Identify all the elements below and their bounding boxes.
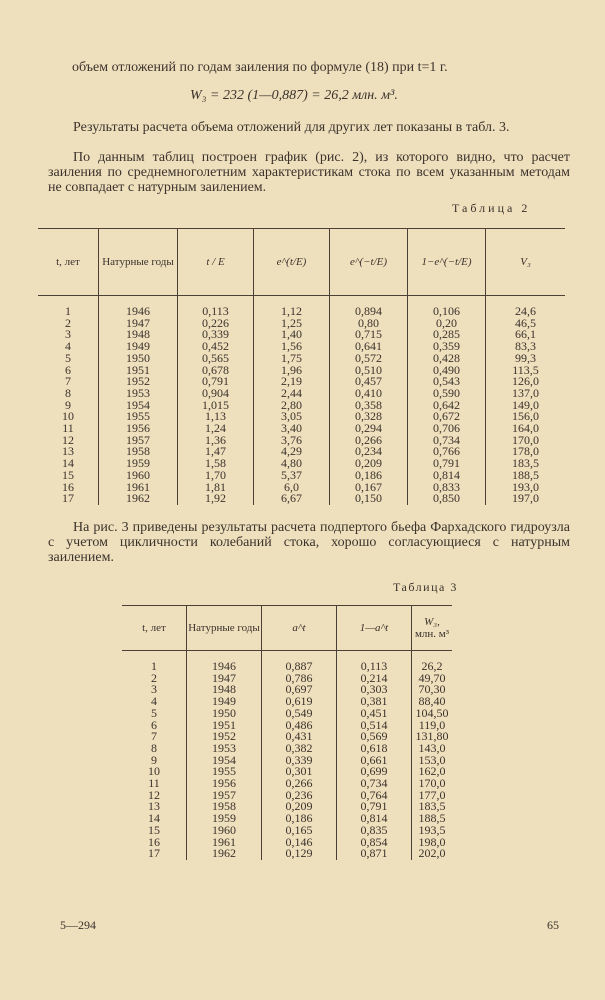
table-cell: 1948 <box>99 329 178 341</box>
table-cell: 0,266 <box>330 435 408 447</box>
header-w3 <box>412 606 453 651</box>
table-cell: 1952 <box>99 376 178 388</box>
table-cell: 1962 <box>99 493 178 505</box>
table-cell: 1959 <box>99 458 178 470</box>
table-cell: 0,209 <box>262 801 337 813</box>
table-cell: 11 <box>148 776 160 791</box>
table-cell: 126,0 <box>486 376 566 388</box>
table-cell: 14 <box>62 456 74 471</box>
table2-header-row <box>38 229 565 296</box>
table-cell: 113,5 <box>486 365 566 377</box>
table-cell: 3,05 <box>254 411 330 423</box>
table-cell: 1,13 <box>178 411 254 423</box>
table-cell: 0,814 <box>337 813 412 825</box>
table-cell: 16 <box>62 479 74 494</box>
table-cell: 188,5 <box>486 470 566 482</box>
table-cell: 193,5 <box>412 825 453 837</box>
signature-mark: 5—294 <box>60 918 96 932</box>
table-cell: 198,0 <box>412 837 453 849</box>
header-one-minus-exp <box>408 229 486 296</box>
table-cell: 1947 <box>99 318 178 330</box>
table-cell: 0,452 <box>178 341 254 353</box>
table-cell: 17 <box>62 491 74 506</box>
table-cell: 0,510 <box>330 365 408 377</box>
table-cell: 3 <box>151 682 157 697</box>
table-cell: 0,904 <box>178 388 254 400</box>
table-cell: 6 <box>151 717 157 732</box>
header-one-minus-exp-text: 1−e^(−t/E) <box>421 256 472 268</box>
table-cell: 0,791 <box>408 458 486 470</box>
table-cell: 1,015 <box>178 400 254 412</box>
table-cell: 0,234 <box>330 446 408 458</box>
table-cell: 1947 <box>187 673 262 685</box>
table-cell: 0,209 <box>330 458 408 470</box>
table-cell: 0,672 <box>408 411 486 423</box>
table-cell: 0,328 <box>330 411 408 423</box>
table-cell: 177,0 <box>412 790 453 802</box>
table-cell: 0,146 <box>262 837 337 849</box>
table-cell: 1949 <box>187 696 262 708</box>
table-cell: 1,96 <box>254 365 330 377</box>
table-cell: 137,0 <box>486 388 566 400</box>
table-cell: 16 <box>148 834 160 849</box>
table-cell: 1,47 <box>178 446 254 458</box>
table-cell: 0,766 <box>408 446 486 458</box>
table-cell: 9 <box>151 752 157 767</box>
table-cell: 0,428 <box>408 353 486 365</box>
table-cell: 0,543 <box>408 376 486 388</box>
table-cell: 0,764 <box>337 790 412 802</box>
header-exp-neg-t-e <box>330 229 408 296</box>
table-cell: 13 <box>148 799 160 814</box>
table-3 <box>122 605 452 860</box>
table-cell: 1957 <box>99 435 178 447</box>
table-cell: 1950 <box>99 353 178 365</box>
table-cell: 0,814 <box>408 470 486 482</box>
table-cell: 26,2 <box>412 651 453 673</box>
table-cell: 153,0 <box>412 755 453 767</box>
table-cell: 0,642 <box>408 400 486 412</box>
table-cell: 1959 <box>187 813 262 825</box>
table-cell: 162,0 <box>412 766 453 778</box>
table-cell: 4,80 <box>254 458 330 470</box>
table-cell: 1951 <box>99 365 178 377</box>
table-cell: 0,457 <box>330 376 408 388</box>
table-cell: 1950 <box>187 708 262 720</box>
table-cell: 46,5 <box>486 318 566 330</box>
table-cell: 1958 <box>99 446 178 458</box>
table-cell: 0,382 <box>262 743 337 755</box>
table-cell: 1948 <box>187 684 262 696</box>
table-cell: 88,40 <box>412 696 453 708</box>
table-cell: 0,486 <box>262 720 337 732</box>
table-cell: 1957 <box>187 790 262 802</box>
header-years: Натурные годы <box>187 606 262 651</box>
table-cell: 0,641 <box>330 341 408 353</box>
table-cell: 1,58 <box>178 458 254 470</box>
table-cell: 202,0 <box>412 848 453 860</box>
table-cell: 0,266 <box>262 778 337 790</box>
header-exp-t-e-text: e^(t/E) <box>276 256 307 268</box>
table-cell: 0,339 <box>178 329 254 341</box>
table-cell: 99,3 <box>486 353 566 365</box>
header-v3: V₃ <box>486 229 566 296</box>
table-cell: 66,1 <box>486 329 566 341</box>
table-cell: 1955 <box>187 766 262 778</box>
table-cell: 0,80 <box>330 318 408 330</box>
table-cell: 0,549 <box>262 708 337 720</box>
table-cell: 143,0 <box>412 743 453 755</box>
table-cell: 0,410 <box>330 388 408 400</box>
table-cell: 0,590 <box>408 388 486 400</box>
table-cell: 0,113 <box>178 296 254 318</box>
header-t: t, лет <box>56 256 80 268</box>
table-cell: 0,699 <box>337 766 412 778</box>
table-row <box>122 848 452 860</box>
table-cell: 1954 <box>99 400 178 412</box>
table-cell: 0,294 <box>330 423 408 435</box>
table-cell: 2,19 <box>254 376 330 388</box>
paragraph-results: Результаты расчета объема отложений для других лет показаны в табл. 3. <box>73 120 510 135</box>
table-cell: 6 <box>65 362 71 377</box>
table-cell: 1961 <box>99 482 178 494</box>
table-cell: 5 <box>151 705 157 720</box>
table-cell: 7 <box>151 729 157 744</box>
table-cell: 0,678 <box>178 365 254 377</box>
table-cell: 0,339 <box>262 755 337 767</box>
table-cell: 15 <box>148 822 160 837</box>
table-cell: 1,92 <box>178 493 254 505</box>
table-cell: 1,56 <box>254 341 330 353</box>
table-cell: 3 <box>65 327 71 342</box>
header-a-t <box>262 606 337 651</box>
table-cell: 1 <box>151 659 157 673</box>
table-cell: 0,186 <box>330 470 408 482</box>
table-cell: 0,359 <box>408 341 486 353</box>
table-cell: 0,150 <box>330 493 408 505</box>
table-cell: 2 <box>65 315 71 330</box>
text-line-formula-intro: объем отложений по годам заиления по формуле (18) при t=1 г. <box>72 60 448 75</box>
table-cell: 193,0 <box>486 482 566 494</box>
table-cell: 0,214 <box>337 673 412 685</box>
table-cell: 1952 <box>187 731 262 743</box>
table-cell: 11 <box>62 421 74 436</box>
table-cell: 10 <box>62 409 74 424</box>
table-cell: 4 <box>151 694 157 709</box>
formula-w3: W₃ = 232 (1—0,887) = 26,2 млн. м³. <box>190 88 398 103</box>
table-cell: 178,0 <box>486 446 566 458</box>
table-cell: 1955 <box>99 411 178 423</box>
table-cell: 0,20 <box>408 318 486 330</box>
table-cell: 1,36 <box>178 435 254 447</box>
table-cell: 1,12 <box>254 296 330 318</box>
table-cell: 197,0 <box>486 493 566 505</box>
table-cell: 7 <box>65 374 71 389</box>
table-row <box>38 296 565 318</box>
header-exp-t-e <box>254 229 330 296</box>
table-cell: 0,619 <box>262 696 337 708</box>
table-cell: 1,75 <box>254 353 330 365</box>
table-cell: 0,835 <box>337 825 412 837</box>
table-cell: 0,661 <box>337 755 412 767</box>
header-w3-unit: млн. м³ <box>414 628 450 640</box>
table-cell: 5 <box>65 350 71 365</box>
table-cell: 5,37 <box>254 470 330 482</box>
table-cell: 1960 <box>99 470 178 482</box>
table-cell: 131,80 <box>412 731 453 743</box>
table-cell: 0,381 <box>337 696 412 708</box>
table-cell: 0,734 <box>337 778 412 790</box>
table-cell: 1946 <box>99 296 178 318</box>
table-cell: 1962 <box>187 848 262 860</box>
table-cell: 156,0 <box>486 411 566 423</box>
table-cell: 0,887 <box>262 651 337 673</box>
table-cell: 0,226 <box>178 318 254 330</box>
table-cell: 6,0 <box>254 482 330 494</box>
table-cell: 1954 <box>187 755 262 767</box>
table-cell: 13 <box>62 444 74 459</box>
header-a-t-text: a^t <box>292 622 306 634</box>
table-cell: 164,0 <box>486 423 566 435</box>
table-cell: 12 <box>148 787 160 802</box>
table-cell: 0,715 <box>330 329 408 341</box>
table-cell: 0,706 <box>408 423 486 435</box>
table2-caption: Таблица 2 <box>452 201 531 215</box>
paragraph-fig3: На рис. 3 приведены результаты расчета подпертого бьефа Фархадского гидроузла с учетом цикличности колебаний стока, хорошо согласующиеся с натурным заилением. <box>48 520 570 565</box>
table-cell: 1,40 <box>254 329 330 341</box>
table-row <box>38 493 565 505</box>
table-cell: 170,0 <box>412 778 453 790</box>
table-cell: 1958 <box>187 801 262 813</box>
header-t-over-e-text: t / E <box>206 256 225 268</box>
table-cell: 15 <box>62 467 74 482</box>
header-years: Натурные годы <box>99 229 178 296</box>
table-2 <box>38 228 565 505</box>
table-cell: 2,80 <box>254 400 330 412</box>
table-cell: 17 <box>148 846 160 861</box>
table-cell: 1951 <box>187 720 262 732</box>
table-cell: 0,186 <box>262 813 337 825</box>
table-cell: 0,358 <box>330 400 408 412</box>
table-cell: 183,5 <box>486 458 566 470</box>
table-cell: 0,106 <box>408 296 486 318</box>
table-cell: 0,113 <box>337 651 412 673</box>
table-cell: 0,285 <box>408 329 486 341</box>
table-cell: 0,734 <box>408 435 486 447</box>
table-cell: 14 <box>148 811 160 826</box>
table-cell: 0,165 <box>262 825 337 837</box>
table-cell: 0,490 <box>408 365 486 377</box>
table-cell: 1956 <box>99 423 178 435</box>
table-cell: 10 <box>148 764 160 779</box>
table3-caption: Таблица 3 <box>393 580 458 594</box>
table-cell: 2,44 <box>254 388 330 400</box>
table-cell: 188,5 <box>412 813 453 825</box>
table-cell: 0,569 <box>337 731 412 743</box>
table-cell: 0,565 <box>178 353 254 365</box>
table-cell: 4 <box>65 339 71 354</box>
table-cell: 104,50 <box>412 708 453 720</box>
header-exp-neg-t-e-text: e^(−t/E) <box>349 256 388 268</box>
table-cell: 1961 <box>187 837 262 849</box>
table-cell: 1953 <box>187 743 262 755</box>
table3-body <box>122 651 452 860</box>
table-cell: 0,301 <box>262 766 337 778</box>
table-cell: 119,0 <box>412 720 453 732</box>
table-cell: 0,236 <box>262 790 337 802</box>
table-cell: 1,70 <box>178 470 254 482</box>
table-cell: 1960 <box>187 825 262 837</box>
table-cell: 0,129 <box>262 848 337 860</box>
table2-body <box>38 296 565 505</box>
table-cell: 24,6 <box>486 296 566 318</box>
table-cell: 0,791 <box>178 376 254 388</box>
table-cell: 0,833 <box>408 482 486 494</box>
table-cell: 0,451 <box>337 708 412 720</box>
table-cell: 8 <box>151 740 157 755</box>
table3-header-row <box>122 606 452 651</box>
table-cell: 0,303 <box>337 684 412 696</box>
table-cell: 0,167 <box>330 482 408 494</box>
paragraph-graph: По данным таблиц построен график (рис. 2), из которого видно, что расчет заиления по среднемноголетним характеристикам стока по всем указанным методам не совпадает с натурным заилением. <box>48 150 570 195</box>
table-cell: 6,67 <box>254 493 330 505</box>
header-one-minus-a-t-text: 1—a^t <box>359 622 389 634</box>
table-cell: 1,81 <box>178 482 254 494</box>
table-cell: 0,850 <box>408 493 486 505</box>
table-cell: 0,431 <box>262 731 337 743</box>
table-cell: 0,514 <box>337 720 412 732</box>
table-cell: 8 <box>65 385 71 400</box>
table-cell: 4,29 <box>254 446 330 458</box>
table-cell: 1949 <box>99 341 178 353</box>
table-cell: 2 <box>151 670 157 685</box>
table-cell: 1 <box>65 304 71 318</box>
header-one-minus-a-t <box>337 606 412 651</box>
table-cell: 170,0 <box>486 435 566 447</box>
table-cell: 1,25 <box>254 318 330 330</box>
table-cell: 183,5 <box>412 801 453 813</box>
table-cell: 0,697 <box>262 684 337 696</box>
table-cell: 0,791 <box>337 801 412 813</box>
table-row <box>122 651 452 673</box>
table-cell: 12 <box>62 432 74 447</box>
table-cell: 0,871 <box>337 848 412 860</box>
header-t-over-e <box>178 229 254 296</box>
table-cell: 0,854 <box>337 837 412 849</box>
table-cell: 9 <box>65 397 71 412</box>
table-cell: 3,40 <box>254 423 330 435</box>
table-cell: 149,0 <box>486 400 566 412</box>
header-t: t, лет <box>142 622 166 634</box>
table-cell: 49,70 <box>412 673 453 685</box>
table-row <box>38 470 565 482</box>
table-cell: 1956 <box>187 778 262 790</box>
header-w3-symbol: W₃, <box>424 616 440 628</box>
table-cell: 1953 <box>99 388 178 400</box>
table-cell: 0,572 <box>330 353 408 365</box>
table-cell: 3,76 <box>254 435 330 447</box>
table-cell: 83,3 <box>486 341 566 353</box>
table-cell: 0,894 <box>330 296 408 318</box>
table-cell: 70,30 <box>412 684 453 696</box>
page-number: 65 <box>547 918 559 932</box>
table-cell: 1,24 <box>178 423 254 435</box>
table-cell: 0,786 <box>262 673 337 685</box>
table-cell: 0,618 <box>337 743 412 755</box>
table-cell: 1946 <box>187 651 262 673</box>
